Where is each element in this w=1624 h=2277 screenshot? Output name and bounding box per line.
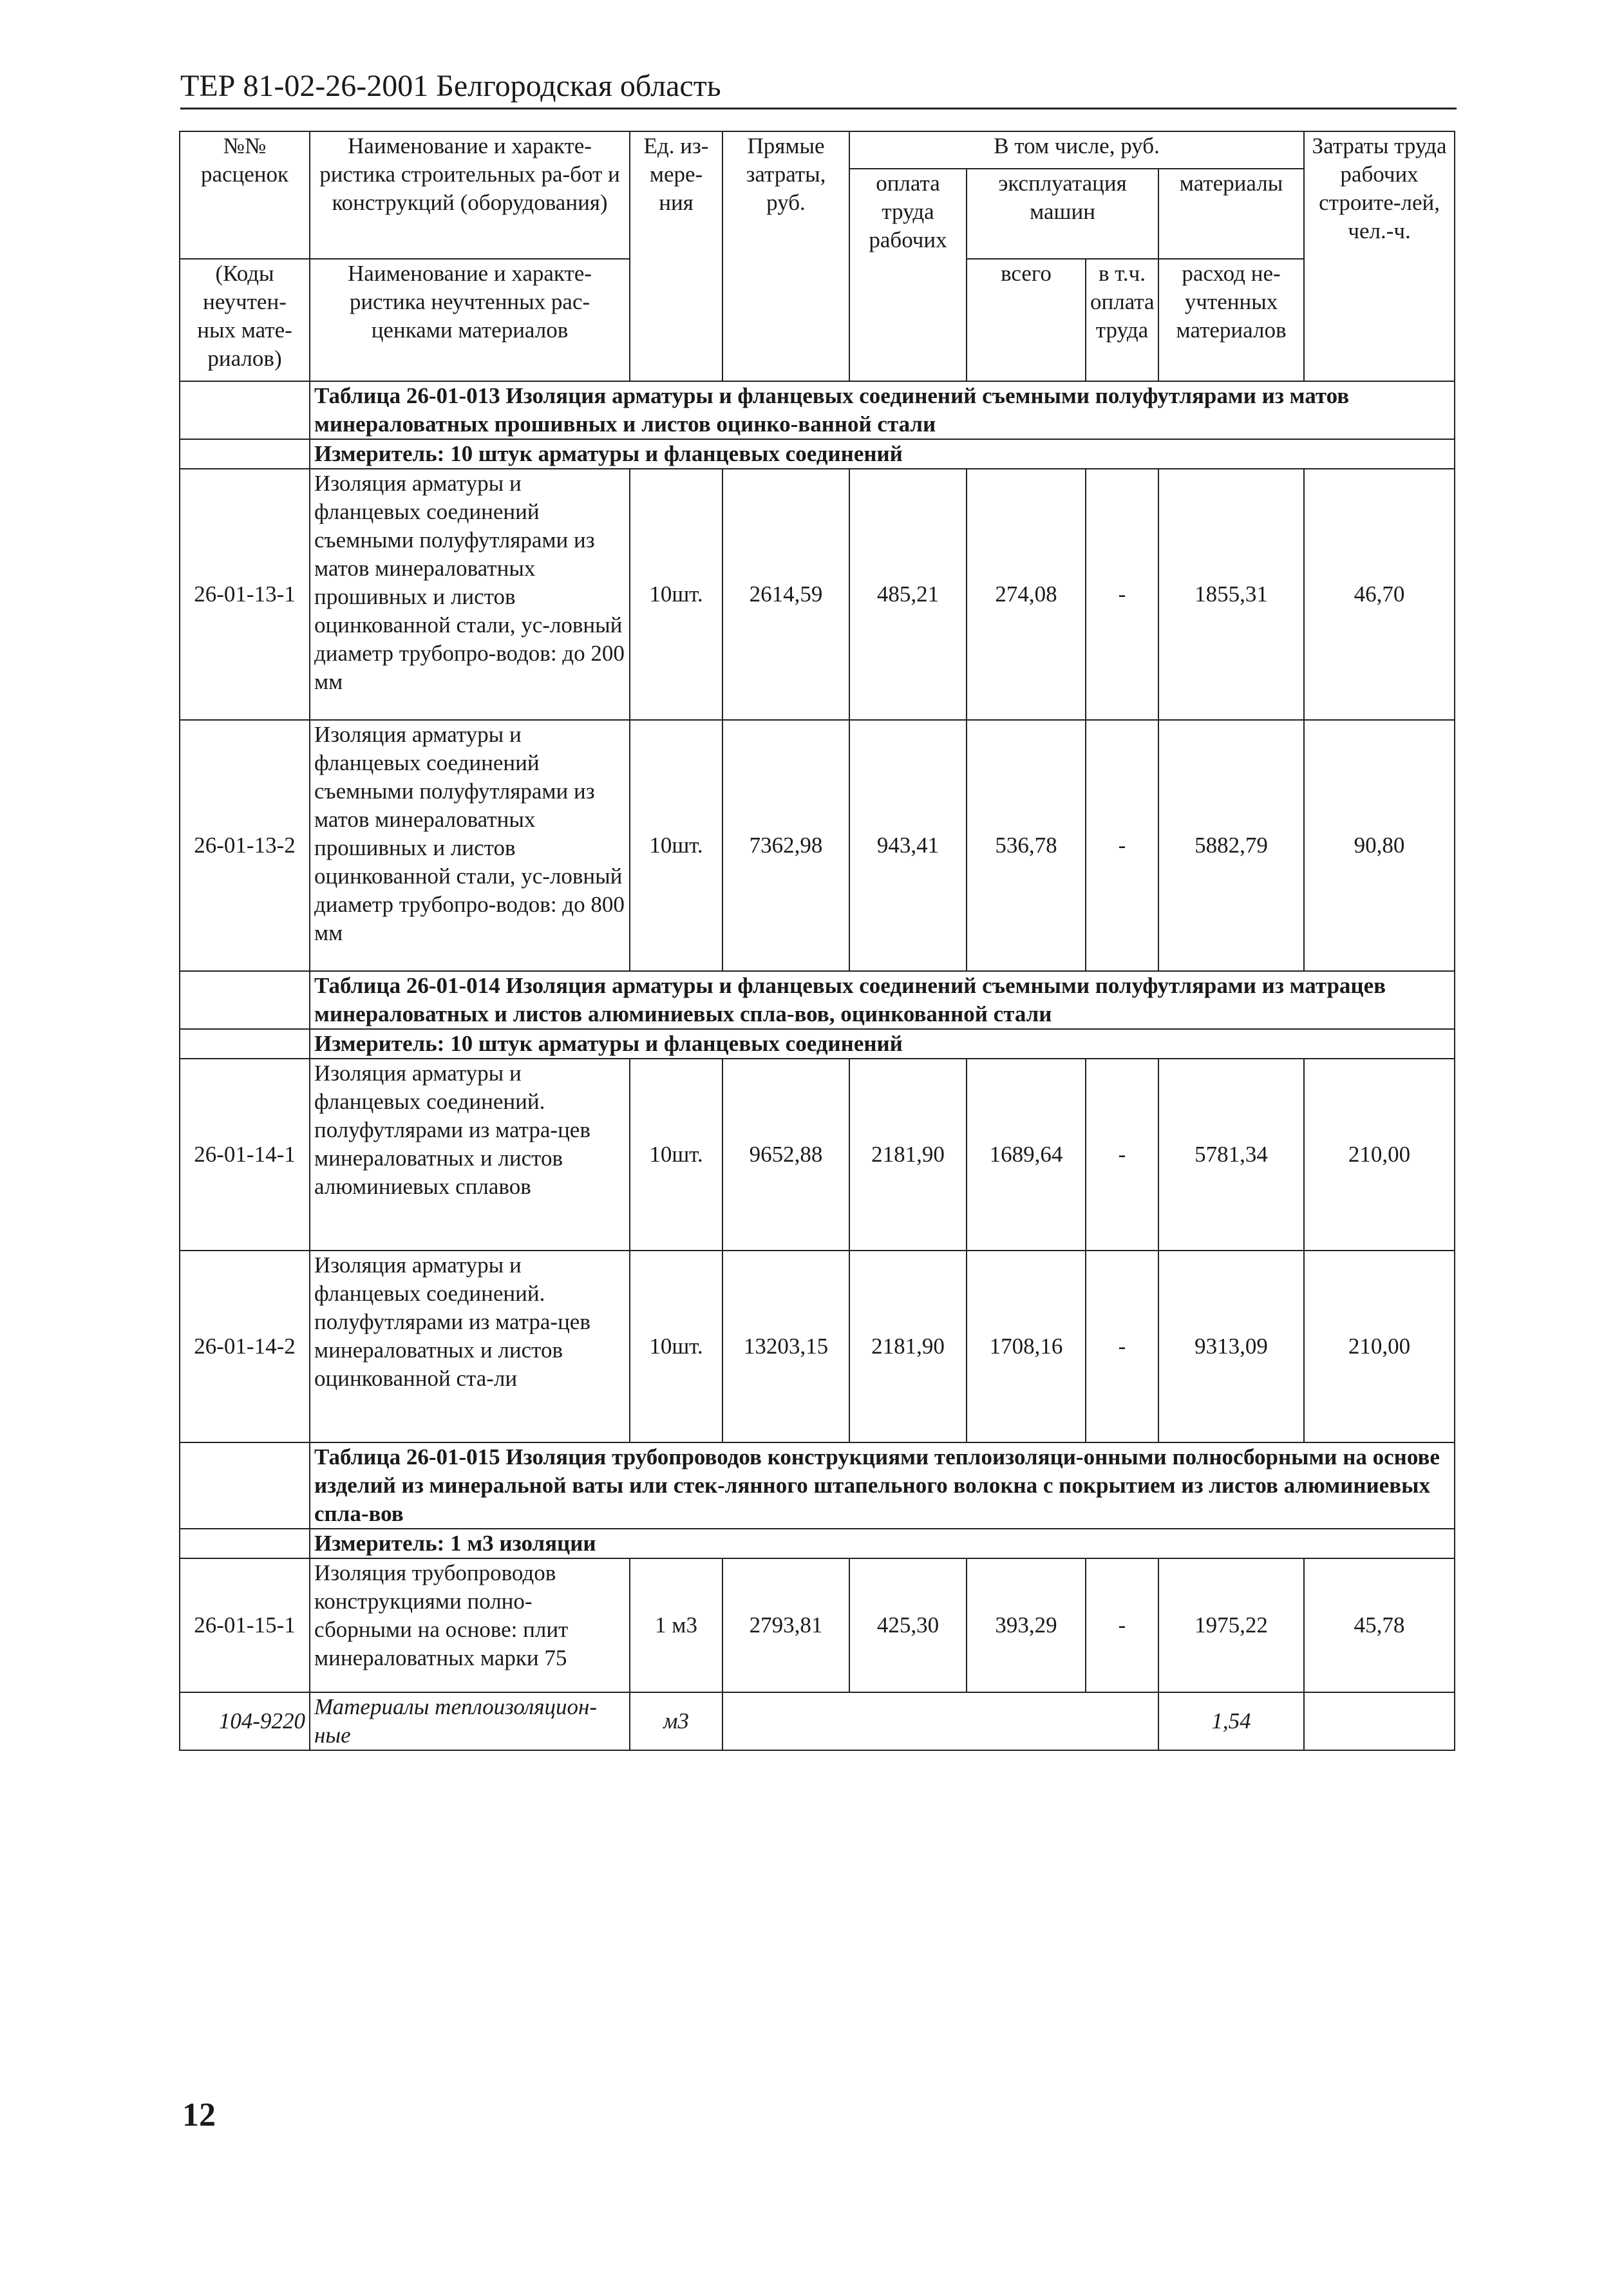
row-machines: 536,78 — [967, 720, 1086, 971]
row-direct: 13203,15 — [722, 1251, 849, 1442]
col-header-materials — [1158, 169, 1304, 259]
row-materials: 1975,22 — [1158, 1558, 1304, 1692]
document-header — [180, 68, 1457, 109]
col-header-labor — [1304, 131, 1455, 381]
material-blank — [1304, 1692, 1455, 1750]
row-machines-wage: - — [1086, 720, 1158, 971]
section-title: Таблица 26-01-013 Изоляция арматуры и фланцевых соединений съемными полуфутлярами из матов минераловатных прошивных и листов оцинко-ванной стали — [310, 381, 1455, 439]
row-labor: 90,80 — [1304, 720, 1455, 971]
row-name: Изоляция арматуры и фланцевых соединений. полуфутлярами из матра-цев минераловатных и листов алюминиевых сплавов — [310, 1059, 630, 1251]
row-name: Изоляция арматуры и фланцевых соединений. полуфутлярами из матра-цев минераловатных и листов оцинкованной ста-ли — [310, 1251, 630, 1442]
col-header-wage — [849, 169, 967, 381]
row-code: 26-01-13-2 — [180, 720, 310, 971]
section-meter: Измеритель: 10 штук арматуры и фланцевых соединений — [310, 439, 1455, 469]
row-materials: 1855,31 — [1158, 469, 1304, 720]
row-machines: 274,08 — [967, 469, 1086, 720]
material-code: 104-9220 — [180, 1692, 310, 1750]
row-unit: 10шт. — [630, 1059, 722, 1251]
row-labor: 45,78 — [1304, 1558, 1455, 1692]
row-unit: 1 м3 — [630, 1558, 722, 1692]
price-table — [179, 131, 1455, 1751]
col-machines-wage-label: в т.ч. оплата труда — [1090, 261, 1155, 343]
row-machines-wage: - — [1086, 469, 1158, 720]
meter-blank — [180, 1029, 310, 1059]
section-title: Таблица 26-01-015 Изоляция трубопроводов конструкциями теплоизоляци-онными полносборными на основе изделий из минеральной ваты или стек-лянного штапельного волокна с покрытием из листов алюминиевых спла-вов — [310, 1442, 1455, 1529]
row-machines-wage: - — [1086, 1251, 1158, 1442]
row-name: Изоляция арматуры и фланцевых соединений съемными полуфутлярами из матов минераловатных прошивных и листов оцинкованной стали, ус-ловный диаметр трубопро-водов: до 200 мм — [310, 469, 630, 720]
col-direct-label: Прямые затраты, руб. — [746, 133, 826, 215]
material-unit: м3 — [630, 1692, 722, 1750]
section-title-blank — [180, 971, 310, 1029]
row-machines-wage: - — [1086, 1059, 1158, 1251]
col-incl-label: В том числе, руб. — [994, 133, 1160, 158]
row-machines: 393,29 — [967, 1558, 1086, 1692]
row-direct: 2614,59 — [722, 469, 849, 720]
col-header-unit — [630, 131, 722, 381]
col-machines-total-label: всего — [1001, 261, 1052, 286]
row-code: 26-01-14-2 — [180, 1251, 310, 1442]
row-unit: 10шт. — [630, 469, 722, 720]
row-labor: 210,00 — [1304, 1059, 1455, 1251]
row-machines: 1708,16 — [967, 1251, 1086, 1442]
row-wage: 2181,90 — [849, 1059, 967, 1251]
col-header-machines-total — [967, 259, 1086, 381]
col-labor-label: Затраты труда рабочих строите-лей, чел.-ч. — [1312, 133, 1447, 243]
col-wage-label: оплата труда рабочих — [869, 171, 947, 252]
col-name-label: Наименование и характе-ристика строительных ра-бот и конструкций (оборудования) — [319, 133, 620, 215]
row-materials: 5882,79 — [1158, 720, 1304, 971]
row-name: Изоляция трубопроводов конструкциями полно-сборными на основе: плит минераловатных марки 75 — [310, 1558, 630, 1692]
material-name: Материалы теплоизоляцион-ные — [310, 1692, 630, 1750]
row-wage: 425,30 — [849, 1558, 967, 1692]
col-header-code-alt — [180, 259, 310, 381]
row-code: 26-01-14-1 — [180, 1059, 310, 1251]
page-number: 12 — [182, 2097, 216, 2133]
row-wage: 485,21 — [849, 469, 967, 720]
material-blank — [722, 1692, 1158, 1750]
row-direct: 7362,98 — [722, 720, 849, 971]
col-materials-alt-label: расход не-учтенных материалов — [1176, 261, 1287, 343]
row-name: Изоляция арматуры и фланцевых соединений съемными полуфутлярами из матов минераловатных прошивных и листов оцинкованной стали, ус-ловный диаметр трубопро-водов: до 800 мм — [310, 720, 630, 971]
col-machines-label: эксплуатация машин — [998, 171, 1127, 224]
section-meter: Измеритель: 1 м3 изоляции — [310, 1529, 1455, 1558]
col-header-name — [310, 131, 630, 259]
meter-blank — [180, 1529, 310, 1558]
col-code-label: №№ расценок — [200, 133, 289, 187]
col-header-incl — [849, 131, 1304, 169]
col-header-machines — [967, 169, 1158, 259]
row-machines-wage: - — [1086, 1558, 1158, 1692]
col-header-materials-alt — [1158, 259, 1304, 381]
col-header-machines-wage — [1086, 259, 1158, 381]
row-unit: 10шт. — [630, 720, 722, 971]
section-title-blank — [180, 1442, 310, 1529]
row-labor: 210,00 — [1304, 1251, 1455, 1442]
row-code: 26-01-15-1 — [180, 1558, 310, 1692]
col-name-alt-label: Наименование и характе-ристика неучтенных рас-ценками материалов — [348, 261, 592, 343]
row-direct: 2793,81 — [722, 1558, 849, 1692]
row-code: 26-01-13-1 — [180, 469, 310, 720]
material-amount: 1,54 — [1158, 1692, 1304, 1750]
col-header-direct — [722, 131, 849, 381]
row-wage: 943,41 — [849, 720, 967, 971]
row-machines: 1689,64 — [967, 1059, 1086, 1251]
col-materials-label: материалы — [1179, 171, 1283, 196]
section-meter: Измеритель: 10 штук арматуры и фланцевых соединений — [310, 1029, 1455, 1059]
document-title: ТЕР 81-02-26-2001 Белгородская область — [180, 69, 721, 103]
col-code-alt-label: (Коды неучтен-ных мате-риалов) — [197, 261, 292, 371]
col-header-code — [180, 131, 310, 259]
section-title-blank — [180, 381, 310, 439]
col-header-name-alt — [310, 259, 630, 381]
section-title: Таблица 26-01-014 Изоляция арматуры и фланцевых соединений съемными полуфутлярами из матрацев минераловатных и листов алюминиевых спла-вов, оцинкованной стали — [310, 971, 1455, 1029]
row-wage: 2181,90 — [849, 1251, 967, 1442]
row-materials: 5781,34 — [1158, 1059, 1304, 1251]
row-labor: 46,70 — [1304, 469, 1455, 720]
col-unit-label: Ед. из-мере-ния — [643, 133, 709, 215]
row-materials: 9313,09 — [1158, 1251, 1304, 1442]
row-unit: 10шт. — [630, 1251, 722, 1442]
row-direct: 9652,88 — [722, 1059, 849, 1251]
meter-blank — [180, 439, 310, 469]
